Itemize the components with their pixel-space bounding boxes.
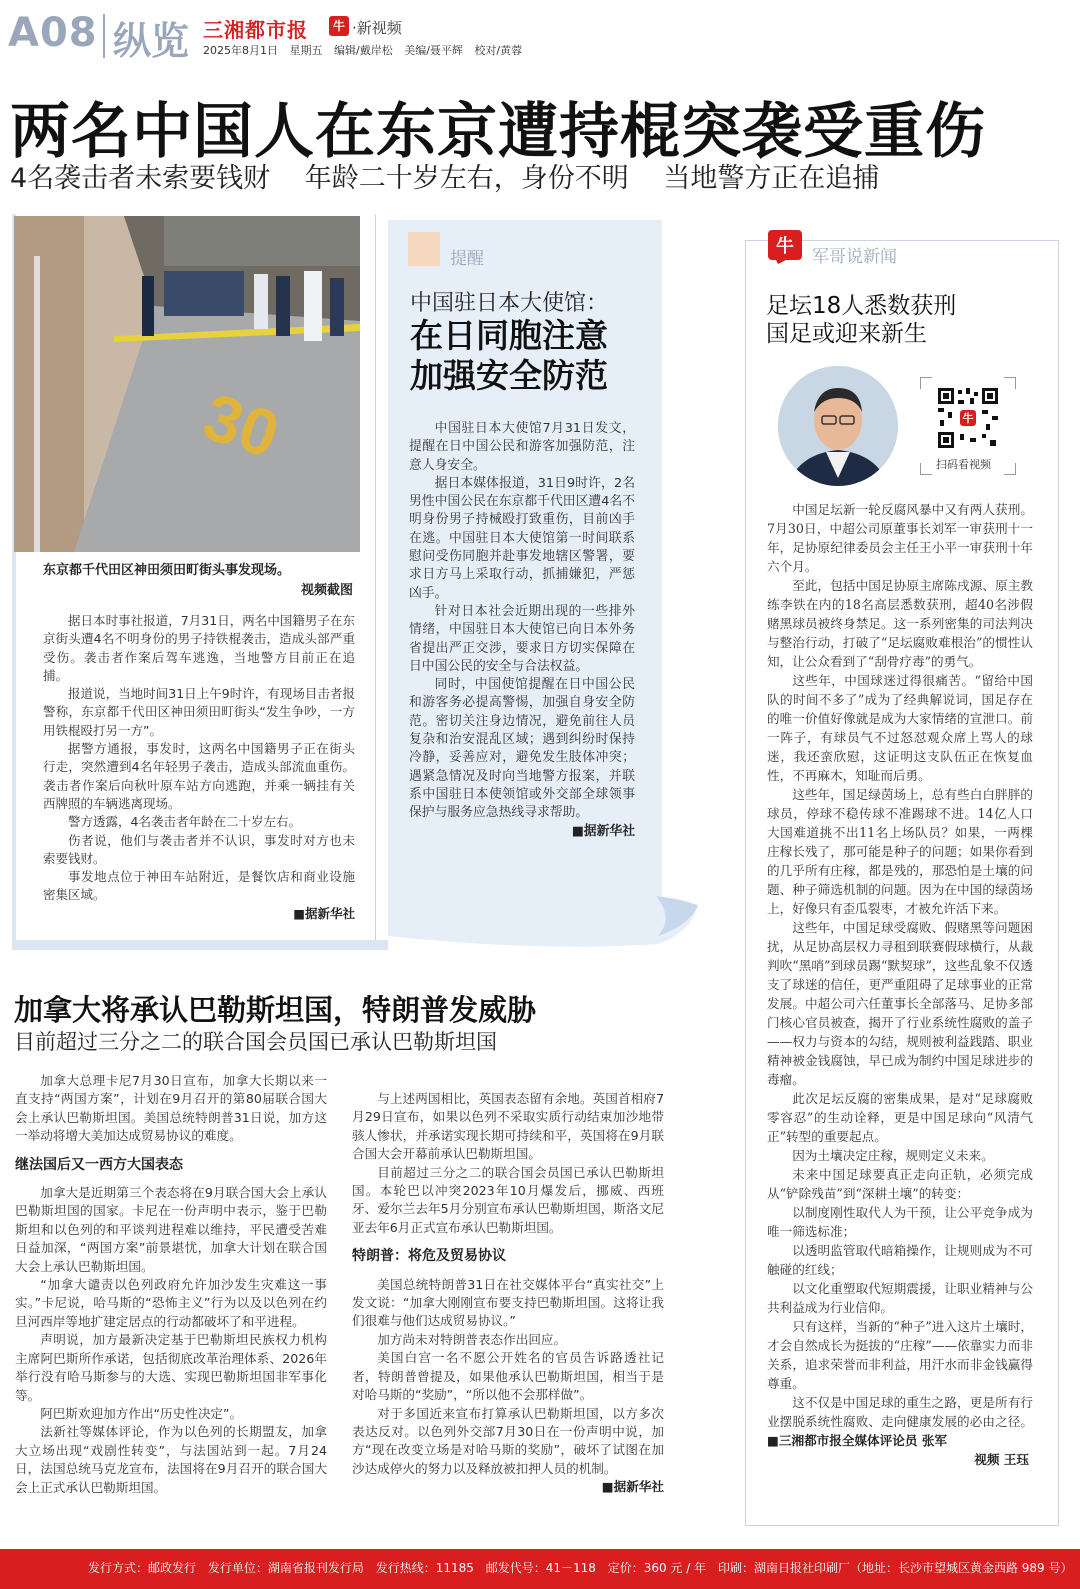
scene-photo <box>14 216 360 552</box>
paragraph: 据警方通报，事发时，这两名中国籍男子正在街头行走，突然遭到4名年轻男子袭击，造成头部流血重伤。袭击者作案后向秋叶原车站方向逃跑，并乘一辆挂有关西牌照的车辆逃离现场。 <box>43 741 355 811</box>
tokyo-story-body <box>43 612 355 923</box>
paragraph: 据日本媒体报道，31日9时许，2名男性中国公民在东京都千代田区遭4名不明身份男子持械殴打致重伤，目前凶手在逃。中国驻日本大使馆第一时间联系慰问受伤同胞并赴事发地辖区警署，要求日方马上采取行动，抓捕嫌犯，严惩凶手。 <box>409 475 635 601</box>
commentary-title-line: 国足或迎来新生 <box>766 321 927 347</box>
paragraph: 因为土壤决定庄稼，规则定义未来。 <box>792 1148 994 1163</box>
main-subheadline <box>10 156 905 195</box>
paragraph: 声明说，加方最新决定基于巴勒斯坦民族权力机构主席阿巴斯所作承诺，包括彻底改革治理体系、2026年举行没有哈马斯参与的大选、实现巴勒斯坦国非军事化等。 <box>15 1332 327 1403</box>
column-label: 军哥说新闻 <box>812 247 897 267</box>
caption-text: 东京都千代田区神田须田町街头事发现场。 <box>43 563 291 578</box>
paragraph: 只有这样，当新的“种子”进入这片土壤时，才会自然成长为挺拔的“庄稼”——依靠实力而非关系，追求荣誉而非利益，用汗水而非金钱赢得尊重。 <box>767 1319 1033 1391</box>
reminder-credit: ■据新华社 <box>571 823 635 839</box>
commentary-title <box>766 292 956 348</box>
author-photo <box>778 366 898 486</box>
reminder-title <box>410 316 608 396</box>
paragraph: 以制度刚性取代人为干预，让公平竞争成为唯一筛选标准； <box>767 1205 1033 1239</box>
street-scene-image <box>14 216 360 552</box>
paragraph: 与上述两国相比，英国表态留有余地。英国首相府7月29日宣布，如果以色列不采取实质行动结束加沙地带骇人惨状，并承诺实现长期可持续和平，英国将在9月联合国大会开幕前承认巴勒斯坦国。 <box>352 1091 664 1162</box>
paragraph: 报道说，当地时间31日上午9时许，有现场目击者报警称，东京都千代田区神田须田町街头“发生争吵，一方用铁棍殴打另一方”。 <box>43 686 355 738</box>
issue-date: 2025年8月1日 <box>203 44 278 57</box>
masthead-divider <box>103 14 105 58</box>
paragraph: 针对日本社会近期出现的一些排外情绪，中国驻日本大使馆已向日本外务省提出严正交涉，要求日方切实保障在日中国公民的安全与合法权益。 <box>409 603 635 674</box>
canada-story-subtitle: 目前超过三分之二的联合国会员国已承认巴勒斯坦国 <box>14 1030 497 1054</box>
paragraph: 这些年，国足绿茵场上，总有些白白胖胖的球员，停球不稳传球不准踢球不进。14亿人口大国难道挑不出11名上场队员？如果，一两棵庄稼长残了，那可能是种子的问题；如果你看到的几乎所有庄稼，都是残的，那恐怕是土壤的问题、种子筛选机制的问题。因为在中国的绿茵场上，好像只有歪瓜裂枣，才被允许活下来。 <box>767 787 1033 916</box>
paragraph: “加拿大谴责以色列政府允许加沙发生灾难这一事实。”卡尼说，哈马斯的“恐怖主义”行为以及以色列在约旦河西岸等地扩建定居点的行动都破坏了和平进程。 <box>15 1277 327 1329</box>
video-label: ·新视频 <box>352 19 402 37</box>
paragraph <box>767 1393 1033 1450</box>
paragraph: 未来中国足球要真正走向正轨，必须完成从“铲除残苗”到“深耕土壤”的转变： <box>767 1167 1033 1201</box>
paragraph: 据日本时事社报道，7月31日，两名中国籍男子在东京街头遭4名不明身份的男子持铁棍袭击，造成头部严重受伤。袭击者作案后驾车逃逸，当地警方目前正在追捕。 <box>43 613 355 683</box>
section-heading: 继法国后又一西方大国表态 <box>15 1156 183 1173</box>
paragraph: 这些年，中国足球受腐败、假赌黑等问题困扰，从足协高层权力寻租到联赛假球横行，从裁判吹“黑哨”到球员踢“默契球”，这些乱象不仅透支了球迷的信任，更严重阻碍了足球事业的正常发展。中超公司六任董事长全部落马、足协多部门核心官员被查，揭开了行业系统性腐败的盖子——权力与资本的勾结，规则被利益践踏、职业精神被金钱腐蚀，早已成为制约中国足球进步的毒瘤。 <box>767 920 1033 1087</box>
issue-info <box>203 42 530 58</box>
section-name: 纵览 <box>113 19 190 63</box>
paragraph: 这些年，中国球迷过得很痛苦。“留给中国队的时间不多了”成为了经典解说词，国足存在的唯一价值好像就是成为大家情绪的宣泄口。前一阵子，有球员气不过怒怼观众席上骂人的球迷，我还蛮欣慰，这证明这支队伍正在恢复血性，不再麻木，知耻而后勇。 <box>767 673 1033 783</box>
paragraph: 美国总统特朗普31日在社交媒体平台“真实社交”上发文说：“加拿大刚刚宣布要支持巴勒斯坦国。这将让我们很难与他们达成贸易协议。” <box>352 1276 664 1329</box>
paragraph: 加方尚未对特朗普表态作出回应。 <box>377 1331 567 1347</box>
footer-bar <box>0 1549 1080 1589</box>
reminder-kicker: 中国驻日本大使馆： <box>410 291 609 316</box>
paragraph: 中国驻日本大使馆7月31日发文，提醒在日中国公民和游客加强防范，注意人身安全。 <box>409 421 635 473</box>
paragraph: 此次足坛反腐的密集成果，是对“足球腐败零容忍”的生动诠释，更是中国足球向“风清气正”转型的重要起点。 <box>767 1091 1033 1144</box>
commentary-credit: ■三湘都市报全媒体评论员 张军 <box>767 1433 948 1448</box>
canada-story-column-1 <box>15 1072 327 1497</box>
canada-story-column-2 <box>352 1090 664 1497</box>
reminder-label: 提醒 <box>450 249 484 269</box>
svg-text:30: 30 <box>194 378 288 472</box>
author-portrait <box>778 366 898 486</box>
canada-story-title: 加拿大将承认巴勒斯坦国，特朗普发威胁 <box>14 993 537 1027</box>
paragraph: 美国白宫一名不愿公开姓名的官员告诉路透社记者，特朗普曾提及，如果他承认巴勒斯坦国，相当于是对哈马斯的“奖励”，“所以他不会那样做”。 <box>352 1350 664 1403</box>
issue-art-editor: 美编/聂平辉 <box>404 44 463 57</box>
story-credit: ■据新华社 <box>293 905 355 921</box>
paragraph: 至此，包括中国足协原主席陈戌源、原主教练李铁在内的18名高层悉数获刑，超40名涉假赌黑球员被终身禁足。这一系列密集的司法判决与整治行动，打破了“足坛腐败难根治”的惯性认知，让公众看到了“刮骨疗毒”的勇气。 <box>767 578 1033 669</box>
paragraph: 对于多国近来宣布打算承认巴勒斯坦国，以方多次表达反对。以色列外交部7月30日在一份声明中说，加方“现在改变立场是对哈马斯的奖励”，破坏了试图在加沙达成停火的努力以及释放被扣押人员的机制。 <box>352 1405 664 1476</box>
paragraph: 以透明监管取代暗箱操作，让规则成为不可触碰的红线； <box>767 1243 1033 1277</box>
box-decoration <box>12 940 388 950</box>
qr-label: 扫码看视频 <box>936 458 991 471</box>
paragraph: 中国足坛新一轮反腐风暴中又有两人获刑。7月30日，中超公司原董事长刘军一审获刑十一年，足协原纪律委员会主任王小平一审获刑十年六个月。 <box>767 502 1033 574</box>
caption-source: 视频截图 <box>300 583 353 598</box>
newspaper-name: 三湘都市报 <box>203 18 308 42</box>
reminder-body <box>409 420 635 841</box>
paragraph: 阿巴斯欢迎加方作出“历史性决定”。 <box>40 1405 243 1421</box>
scroll-curl-decoration <box>388 896 700 948</box>
issue-proofreader: 校对/黄蓉 <box>474 44 523 57</box>
reminder-icon <box>408 232 440 266</box>
footer-item: 发行方式：邮政发行 <box>88 1561 197 1575</box>
paragraph: 伤者说，他们与袭击者并不认识，事发时对方也未索要钱财。 <box>43 832 355 866</box>
main-headline: 两名中国人在东京遭持棍突袭受重伤 <box>10 97 986 167</box>
paragraph: 加拿大是近期第三个表态将在9月联合国大会上承认巴勒斯坦国的国家。卡尼在一份声明中表示，鉴于巴勒斯坦和以色列的和平谈判进程难以维持，平民遭受苦难日益加深，“两国方案”前景堪忧，加拿大计划在联合国大会上承认巴勒斯坦国。 <box>15 1185 327 1274</box>
paragraph: 以文化重塑取代短期震援，让职业精神与公共利益成为行业信仰。 <box>767 1281 1033 1315</box>
commentary-body <box>767 500 1033 1469</box>
qr-code-icon[interactable] <box>936 386 1000 450</box>
paragraph-text: 这不仅是中国足球的重生之路，更是所有行业摆脱系统性腐败、走向健康发展的必由之径。 <box>767 1395 1033 1429</box>
subhead-part: 年龄二十岁左右，身份不明 <box>304 163 629 194</box>
paragraph: 同时，中国使馆提醒在日中国公民和游客务必提高警惕，加强自身安全防范。密切关注身边情况，避免前往人员复杂和治安混乱区域；遇到纠纷时保持冷静，妥善应对，避免发生肢体冲突；遇紧急情况及时向当地警方报案，并联系中国驻日本使领馆或外交部全球领事保护与服务应急热线寻求帮助。 <box>409 677 635 821</box>
masthead <box>0 0 1080 74</box>
section-heading: 特朗普：将危及贸易协议 <box>352 1248 506 1265</box>
svg-text:牛: 牛 <box>776 236 794 257</box>
paragraph: 目前超过三分之二的联合国会员国已承认巴勒斯坦国。本轮巴以冲突2023年10月爆发后，挪威、西班牙、爱尔兰去年5月分别宣布承认巴勒斯坦国，斯洛文尼亚去年6月正式宣布承认巴勒斯坦国。 <box>352 1164 664 1235</box>
page-number: A08 <box>8 10 98 56</box>
reminder-title-line: 加强安全防范 <box>410 356 608 395</box>
footer-item: 印刷：湖南日报社印刷厂（地址：长沙市望城区黄金西路 989 号） <box>717 1561 1073 1575</box>
commentary-title-line: 足坛18人悉数获刑 <box>766 293 957 319</box>
video-logo-icon: 牛 <box>329 16 349 36</box>
paragraph: 加拿大总理卡尼7月30日宣布，加拿大长期以来一直支持“两国方案”，计划在9月召开的第80届联合国大会上承认巴勒斯坦国。美国总统特朗普31日说，加方这一举动将增大美加达成贸易协议的难度。 <box>15 1073 327 1144</box>
paragraph: 事发地点位于神田车站附近，是餐饮店和商业设施密集区域。 <box>43 869 355 903</box>
issue-editor: 编辑/戴岸松 <box>334 44 393 57</box>
subhead-part: 当地警方正在追捕 <box>663 163 880 194</box>
photo-caption <box>43 561 359 601</box>
footer-item: 定价：360 元 / 年 <box>607 1561 707 1575</box>
story-credit: ■据新华社 <box>601 1479 664 1495</box>
footer-item: 发行热线：11185 <box>375 1561 474 1575</box>
paragraph: 警方透露，4名袭击者年龄在二十岁左右。 <box>68 814 301 830</box>
footer-item: 邮发代号：41－118 <box>485 1561 596 1575</box>
video-credit: 视频 王珏 <box>974 1452 1029 1467</box>
issue-weekday: 星期五 <box>289 44 323 57</box>
column-logo-icon <box>768 230 802 264</box>
svg-text:牛: 牛 <box>962 412 974 425</box>
subhead-part: 4名袭击者未索要钱财 <box>10 163 271 194</box>
paragraph: 法新社等媒体评论，作为以色列的长期盟友，加拿大立场出现“戏剧性转变”，与法国站到一起。7月24日，法国总统马克龙宣布，法国将在9月召开的联合国大会上正式承认巴勒斯坦国。 <box>15 1424 327 1495</box>
reminder-title-line: 在日同胞注意 <box>410 316 608 355</box>
footer-item: 发行单位：湖南省报刊发行局 <box>207 1561 364 1575</box>
